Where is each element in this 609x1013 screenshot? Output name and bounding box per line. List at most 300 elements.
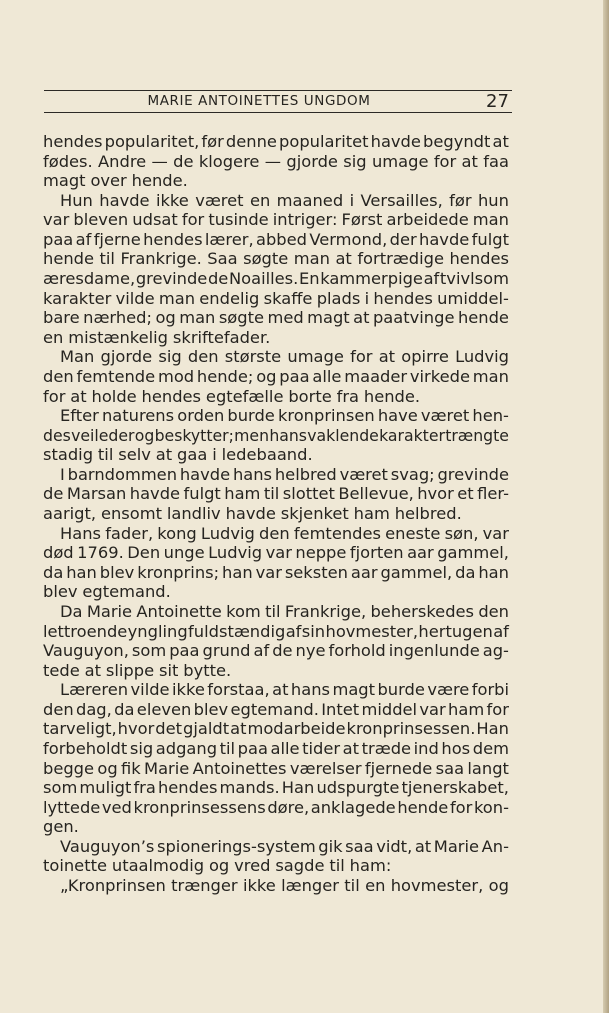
word: da: [114, 699, 135, 719]
word: og: [256, 366, 277, 386]
word: før: [449, 190, 472, 210]
word: paa: [169, 641, 200, 661]
word: kronprinsessens: [133, 797, 266, 817]
word: lettroende: [43, 621, 128, 641]
word: at: [461, 151, 478, 171]
word: fortrædige: [357, 249, 444, 269]
word: 1769.: [77, 543, 124, 563]
word: hende: [457, 308, 509, 328]
word: dem: [472, 738, 509, 758]
word: beherskedes: [370, 601, 475, 621]
word: Noailles.: [228, 269, 299, 289]
word: fjorten: [349, 543, 404, 563]
word: været: [195, 190, 244, 210]
word: den: [43, 366, 74, 386]
word: nærhed;: [83, 308, 152, 328]
word: ham:: [349, 856, 392, 876]
word: egtemand.: [82, 582, 171, 602]
word: toinette: [43, 856, 107, 876]
word: var: [255, 562, 282, 582]
word: ind: [413, 738, 439, 758]
word: helbred.: [394, 504, 462, 524]
word: at: [155, 445, 173, 465]
word: Frankrige.: [120, 249, 202, 269]
word: karakter: [43, 288, 112, 308]
word: I: [60, 464, 65, 484]
word: maaned: [276, 190, 344, 210]
word: paa: [237, 738, 268, 758]
word: beskytter;: [154, 425, 234, 445]
word: længer: [281, 876, 339, 896]
word: og: [208, 856, 230, 876]
word: grevinde: [135, 269, 208, 289]
word: femtendes: [293, 523, 381, 543]
word: hendes: [141, 386, 202, 406]
word: til: [263, 484, 280, 504]
word: gaa: [177, 445, 208, 465]
word: „Kronprinsen: [60, 876, 166, 896]
word: fulgt: [183, 484, 221, 504]
word: havde: [179, 464, 231, 484]
word: der: [389, 229, 417, 249]
word: en: [365, 876, 386, 896]
word: intriger:: [272, 210, 338, 230]
word: gen.: [43, 817, 79, 837]
word: af: [285, 621, 302, 641]
word: var: [43, 210, 70, 230]
word: han: [222, 562, 253, 582]
word: mistænkelig: [68, 327, 169, 347]
word: man: [472, 366, 509, 386]
word: seksten: [284, 562, 348, 582]
word: barndommen: [67, 464, 178, 484]
word: kronprins;: [137, 562, 220, 582]
word: grevinde: [437, 464, 509, 484]
word: de: [207, 269, 229, 289]
word: skriftefader.: [172, 327, 271, 347]
word: fik: [121, 758, 141, 778]
word: Saa: [207, 249, 238, 269]
word: borte: [288, 386, 332, 406]
word: sig: [343, 151, 367, 171]
word: femtende: [76, 366, 156, 386]
word: nye: [295, 641, 326, 661]
word: maader: [344, 366, 408, 386]
word: hans: [232, 464, 273, 484]
word: Da: [60, 601, 83, 621]
word: var: [265, 543, 292, 563]
word: Ludvig: [208, 543, 263, 563]
word: ikke: [172, 680, 205, 700]
word: af: [423, 269, 440, 289]
word: at: [335, 249, 352, 269]
word: skaffe: [263, 288, 313, 308]
word: hans: [269, 425, 307, 445]
word: tjenerskabet,: [401, 778, 509, 798]
word: han: [66, 562, 97, 582]
word: forstaa,: [207, 680, 270, 700]
word: gjorde: [286, 151, 338, 171]
word: træde: [361, 738, 412, 758]
word: paa: [279, 366, 310, 386]
word: kronprinsessen.: [346, 719, 476, 739]
word: sin: [301, 621, 326, 641]
word: blev: [193, 699, 229, 719]
word: for: [449, 797, 473, 817]
word: have: [377, 406, 418, 426]
word: middel: [361, 699, 418, 719]
word: for: [181, 210, 205, 230]
word: hendes: [43, 132, 103, 151]
word: ledebaand.: [221, 445, 313, 465]
word: hvor: [117, 719, 155, 739]
word: skjenket: [280, 504, 349, 524]
word: eleven: [136, 699, 192, 719]
word: tarveligt,: [43, 719, 117, 739]
word: opirre: [401, 347, 449, 367]
word: hende: [397, 797, 449, 817]
word: vred: [234, 856, 271, 876]
word: gik: [318, 836, 343, 856]
word: virkede: [409, 366, 470, 386]
word: Versailles,: [360, 190, 443, 210]
word: Antoinette: [136, 601, 222, 621]
word: helbred: [274, 464, 337, 484]
word: havde: [99, 190, 150, 210]
word: hovmester,: [325, 621, 419, 641]
word: arbeidede: [386, 210, 469, 230]
word: Ludvig: [200, 523, 255, 543]
word: aar: [407, 543, 434, 563]
word: Man: [60, 347, 95, 367]
word: været: [339, 464, 388, 484]
word: egtefælle: [205, 386, 284, 406]
word: Hun: [60, 190, 93, 210]
word: kong: [157, 523, 197, 543]
word: bare: [43, 308, 80, 328]
word: saa: [435, 758, 465, 778]
word: i: [364, 288, 370, 308]
word: de: [173, 151, 194, 171]
word: i: [349, 190, 355, 210]
word: for: [43, 386, 66, 406]
word: og: [488, 876, 509, 896]
word: Andre: [98, 151, 147, 171]
word: havde: [370, 132, 421, 151]
word: til: [219, 738, 236, 758]
word: hen-: [472, 406, 509, 426]
word: holde: [91, 386, 137, 406]
header-rule-bottom: [44, 112, 512, 113]
word: Efter: [60, 406, 99, 426]
word: hendes: [373, 288, 433, 308]
word: magt: [332, 680, 376, 700]
word: begge: [43, 758, 95, 778]
word: hun: [477, 190, 509, 210]
word: kronprinsen: [277, 406, 375, 426]
header-rule-top: [44, 90, 512, 91]
word: forhold: [328, 641, 386, 661]
word: Intet: [321, 699, 360, 719]
word: —: [264, 151, 282, 171]
word: men: [234, 425, 270, 445]
word: forbi: [471, 680, 509, 700]
word: lærer,: [204, 229, 254, 249]
word: fuldstændig: [188, 621, 286, 641]
word: paa: [43, 229, 74, 249]
word: det: [155, 719, 183, 739]
word: hendes: [143, 229, 203, 249]
word: ikke: [155, 190, 189, 210]
word: blev: [43, 582, 78, 602]
word: Bellevue,: [338, 484, 414, 504]
word: ham: [224, 484, 261, 504]
word: slottet: [282, 484, 335, 504]
word: umage: [371, 151, 429, 171]
word: som: [131, 641, 167, 661]
word: eneste: [385, 523, 441, 543]
word: hos: [441, 738, 471, 758]
word: burde: [377, 680, 425, 700]
word: man: [158, 288, 196, 308]
word: anklagede: [310, 797, 396, 817]
word: til: [265, 601, 281, 621]
word: endelig: [199, 288, 260, 308]
word: i: [212, 445, 217, 465]
word: et: [457, 484, 474, 504]
word: den: [187, 347, 219, 367]
word: ikke: [242, 876, 276, 896]
word: til: [97, 445, 114, 465]
word: magt: [43, 171, 86, 191]
word: ham: [448, 699, 485, 719]
word: trængte: [445, 425, 509, 445]
word: største: [224, 347, 282, 367]
word: havde: [225, 504, 276, 524]
word: Marie: [86, 601, 133, 621]
word: havde: [129, 484, 181, 504]
word: aar: [350, 562, 378, 582]
word: karakter: [379, 425, 445, 445]
word: vaklende: [307, 425, 379, 445]
word: paatvinge: [372, 308, 455, 328]
word: været: [420, 406, 470, 426]
word: Først: [341, 210, 383, 230]
word: en: [43, 327, 64, 347]
word: aarigt,: [43, 504, 97, 524]
word: man: [293, 249, 330, 269]
word: alle: [312, 366, 342, 386]
word: forbeholdt: [43, 738, 128, 758]
word: plads: [316, 288, 361, 308]
word: grund: [202, 641, 251, 661]
word: være: [427, 680, 470, 700]
word: som: [43, 778, 78, 798]
word: at: [272, 680, 289, 700]
word: værelser: [289, 758, 362, 778]
word: til: [329, 856, 345, 876]
word: yngling: [127, 621, 188, 641]
word: fler-: [477, 484, 509, 504]
word: man: [472, 210, 509, 230]
word: udsat: [132, 210, 178, 230]
word: fra: [133, 778, 156, 798]
word: langt: [467, 758, 509, 778]
word: da: [43, 562, 64, 582]
word: og: [155, 308, 176, 328]
word: selv: [118, 445, 151, 465]
word: denne: [225, 132, 277, 151]
word: saa: [345, 836, 374, 856]
word: umage: [287, 347, 344, 367]
word: blev: [99, 562, 135, 582]
word: sig: [129, 738, 154, 758]
word: Vauguyon,: [43, 641, 129, 661]
word: Marie: [433, 836, 480, 856]
word: at: [414, 836, 432, 856]
text-line: [60, 875, 509, 897]
word: de: [272, 641, 293, 661]
word: med: [267, 308, 304, 328]
word: den: [478, 601, 509, 621]
word: muligt: [79, 778, 132, 798]
word: Frankrige,: [284, 601, 367, 621]
word: klogere: [198, 151, 260, 171]
word: sit: [158, 660, 179, 680]
page-edge: [603, 0, 609, 1013]
word: slippe: [105, 660, 155, 680]
word: magt: [307, 308, 350, 328]
word: til: [99, 249, 115, 269]
word: utaalmodig: [111, 856, 205, 876]
word: ingenlunde: [388, 641, 480, 661]
word: udspurgte: [316, 778, 400, 798]
word: søgte: [243, 249, 289, 269]
word: af: [493, 621, 509, 641]
word: tider: [302, 738, 341, 758]
word: fra: [336, 386, 360, 406]
word: Læreren: [60, 680, 129, 700]
running-header-title: MARIE ANTOINETTES UNGDOM: [147, 93, 371, 109]
word: kammerpige: [320, 269, 423, 289]
word: bytte.: [183, 660, 232, 680]
word: trænger: [171, 876, 238, 896]
word: Vauguyon’s: [60, 836, 155, 856]
word: begyndt: [423, 132, 491, 151]
word: til: [344, 876, 360, 896]
word: hende;: [196, 366, 254, 386]
word: fjerne: [93, 229, 141, 249]
word: naturens: [101, 406, 175, 426]
word: kon-: [473, 797, 509, 817]
word: den: [259, 523, 290, 543]
word: En: [298, 269, 320, 289]
word: æresdame,: [43, 269, 136, 289]
word: Antoinettes: [192, 758, 287, 778]
word: død: [43, 543, 74, 563]
word: Han: [476, 719, 509, 739]
word: da: [455, 562, 476, 582]
word: stadig: [43, 445, 94, 465]
word: at: [353, 308, 370, 328]
word: modarbeide: [247, 719, 346, 739]
word: fødes.: [43, 151, 93, 171]
word: søgte: [218, 308, 264, 328]
word: fader,: [105, 523, 154, 543]
word: døre,: [267, 797, 310, 817]
word: burde: [227, 406, 275, 426]
word: An-: [481, 836, 509, 856]
word: mands.: [219, 778, 280, 798]
word: mod: [157, 366, 195, 386]
word: dag,: [76, 699, 112, 719]
word: var: [419, 699, 446, 719]
word: orden: [177, 406, 225, 426]
word: Vermond,: [309, 229, 388, 249]
word: ag-: [482, 641, 509, 661]
word: egtemand.: [230, 699, 319, 719]
word: landliv: [166, 504, 221, 524]
word: unge: [163, 543, 205, 563]
word: bleven: [73, 210, 129, 230]
word: at: [230, 719, 247, 739]
word: adgang: [155, 738, 218, 758]
word: hende: [43, 249, 95, 269]
word: kom: [226, 601, 261, 621]
word: at: [378, 347, 396, 367]
word: faa: [483, 151, 509, 171]
word: vilde: [115, 288, 155, 308]
word: des: [43, 425, 71, 445]
word: for: [433, 151, 457, 171]
word: de: [43, 484, 64, 504]
word: lyttede: [43, 797, 101, 817]
word: Hans: [60, 523, 102, 543]
word: den: [43, 699, 74, 719]
word: at: [342, 738, 360, 758]
word: hendes: [449, 249, 509, 269]
word: sagde: [275, 856, 325, 876]
word: han: [478, 562, 509, 582]
word: man: [179, 308, 216, 328]
word: hende.: [131, 171, 188, 191]
word: Han: [281, 778, 315, 798]
word: tvivlsom: [439, 269, 509, 289]
word: havde: [419, 229, 470, 249]
word: hertugen: [418, 621, 493, 641]
word: hovmester,: [390, 876, 484, 896]
word: over: [90, 171, 127, 191]
word: sig: [158, 347, 182, 367]
word: spionerings-system: [156, 836, 316, 856]
word: hvor: [417, 484, 454, 504]
word: gammel,: [437, 543, 509, 563]
word: ved: [101, 797, 132, 817]
word: af: [75, 229, 92, 249]
word: neppe: [295, 543, 347, 563]
word: tede: [43, 660, 80, 680]
word: fulgt: [471, 229, 509, 249]
word: vidt,: [376, 836, 413, 856]
word: popularitet,: [104, 132, 200, 151]
word: Ludvig: [455, 347, 509, 367]
word: og: [134, 425, 155, 445]
word: —: [151, 151, 168, 171]
word: svag;: [390, 464, 435, 484]
word: at: [70, 386, 87, 406]
word: gammel,: [380, 562, 453, 582]
word: var: [482, 523, 509, 543]
